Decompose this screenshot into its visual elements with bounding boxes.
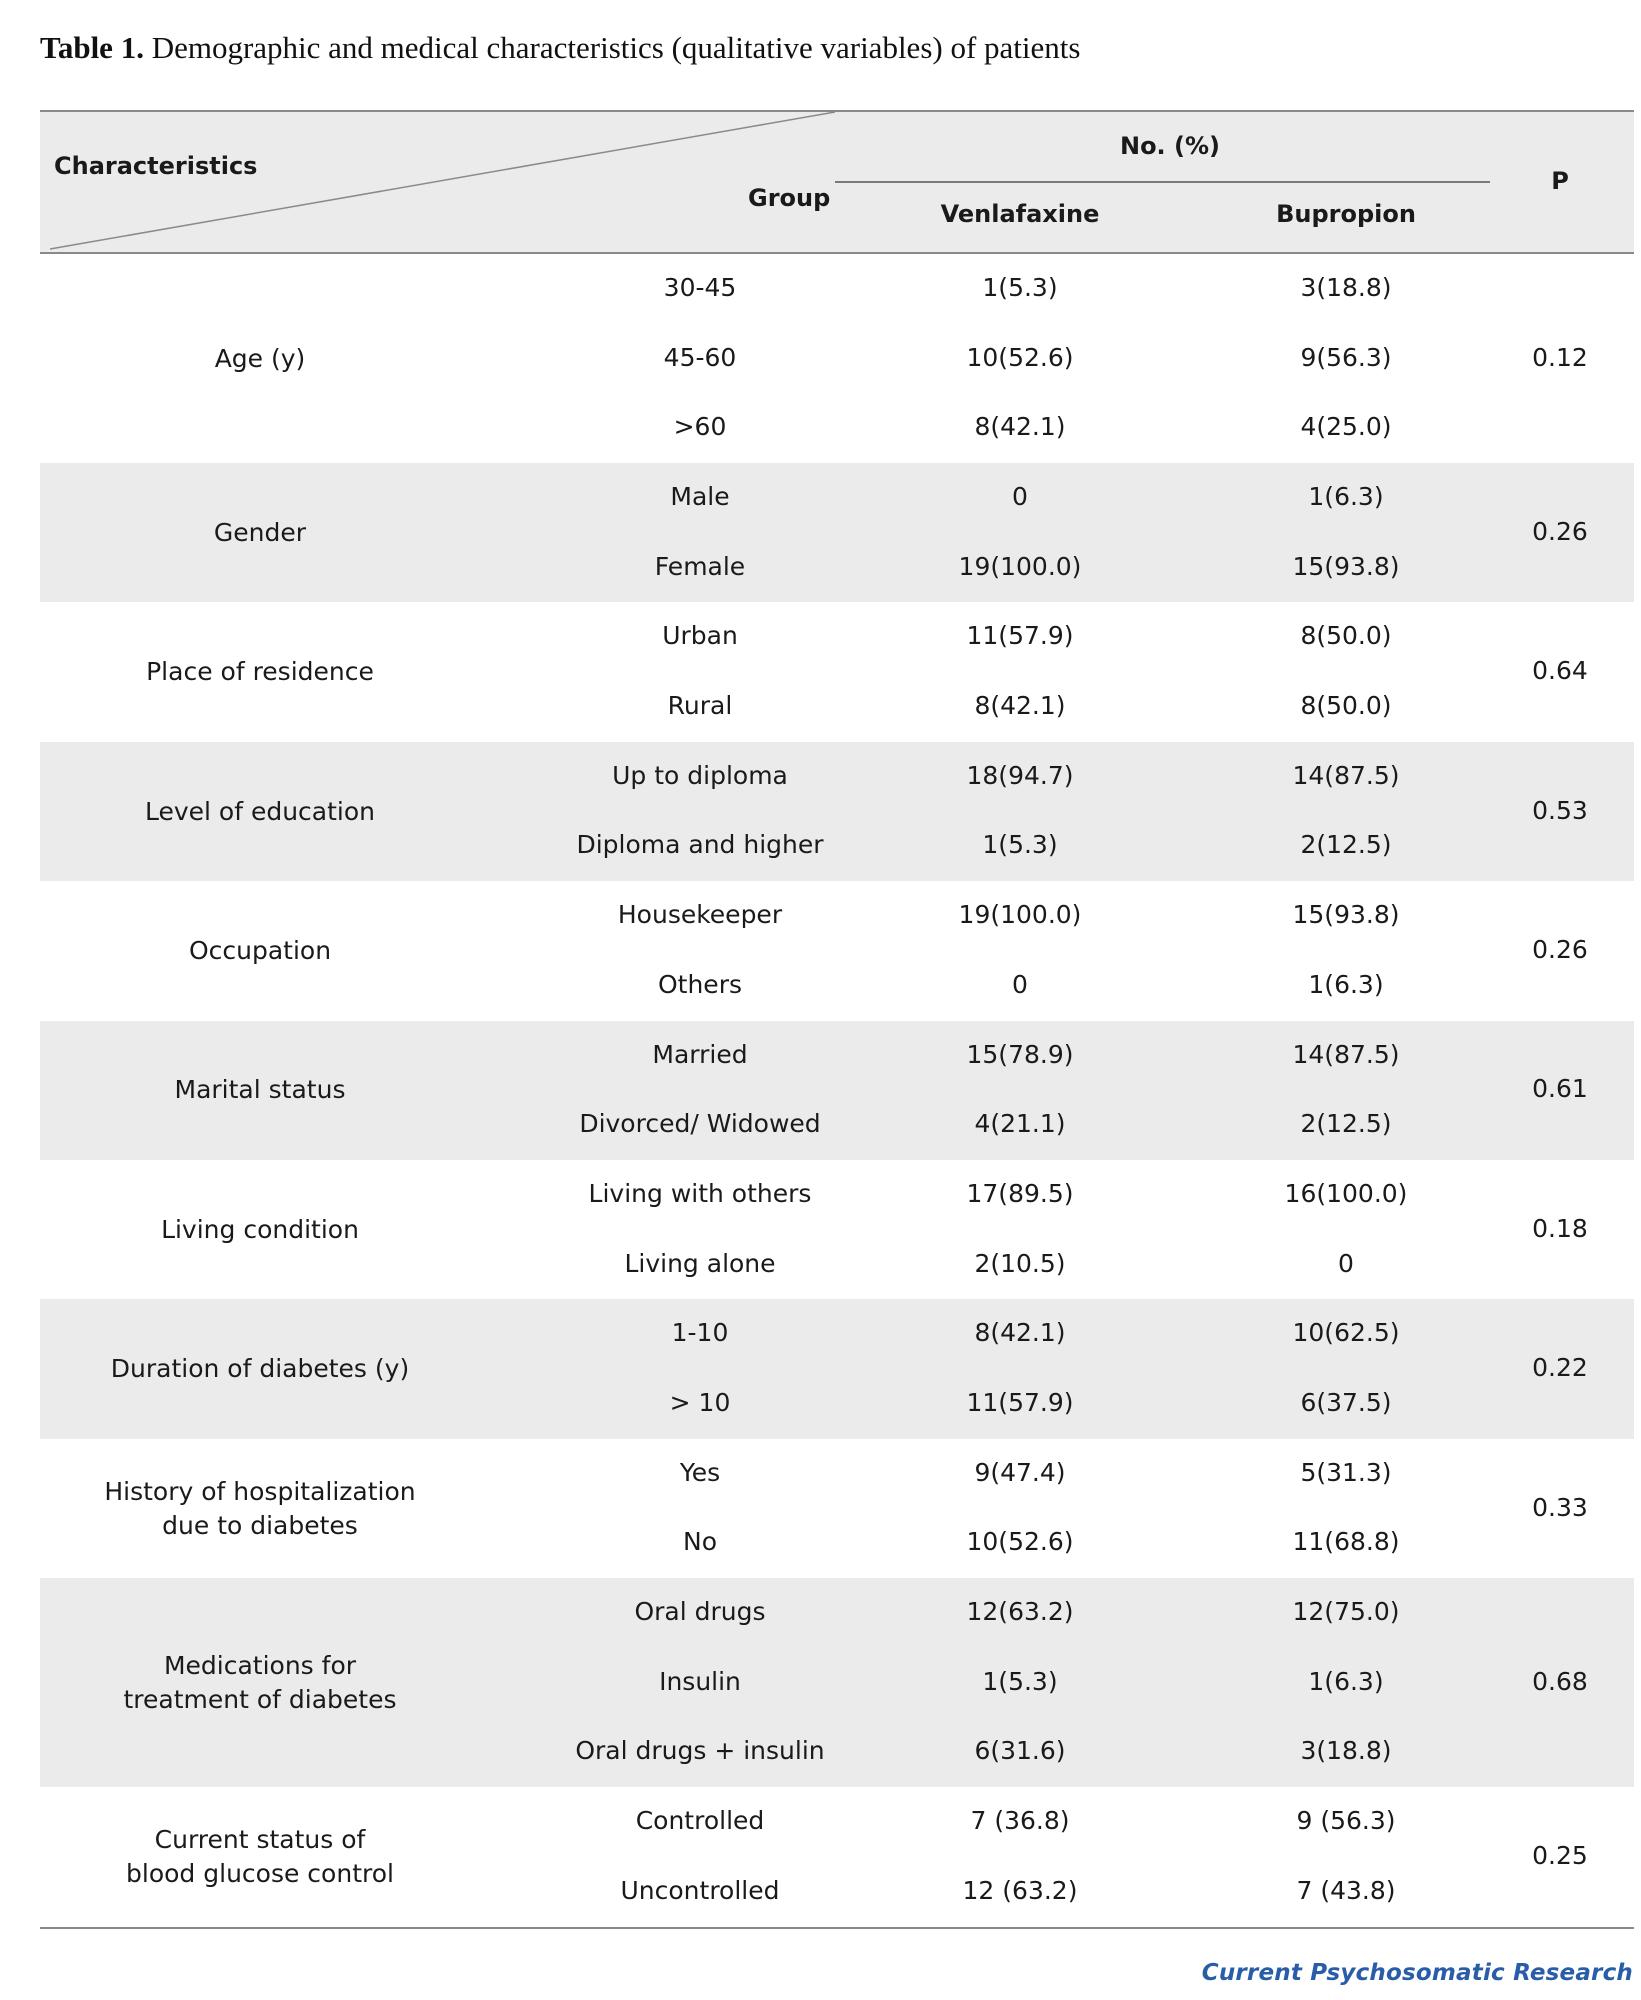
table-row-group bbox=[40, 1299, 1634, 1438]
bupropion-value: 12(75.0) bbox=[1292, 1597, 1400, 1627]
p-value: 0.53 bbox=[1532, 795, 1588, 825]
p-value: 0.26 bbox=[1532, 516, 1588, 546]
venlafaxine-value: 2(10.5) bbox=[974, 1248, 1066, 1278]
subgroup-label: Oral drugs + insulin bbox=[575, 1736, 825, 1766]
venlafaxine-value: 9(47.4) bbox=[974, 1457, 1066, 1487]
subgroup-label: Urban bbox=[662, 621, 738, 651]
venlafaxine-value: 8(42.1) bbox=[974, 691, 1066, 721]
characteristic-name: Marital status bbox=[174, 1075, 346, 1105]
venlafaxine-value: 0 bbox=[1012, 969, 1028, 999]
bupropion-value: 6(37.5) bbox=[1300, 1387, 1392, 1417]
venlafaxine-value: 1(5.3) bbox=[982, 272, 1058, 302]
p-value: 0.61 bbox=[1532, 1074, 1588, 1104]
characteristic-name: Age (y) bbox=[214, 343, 306, 373]
header-characteristics: Characteristics bbox=[54, 152, 258, 180]
characteristic-name: Medications for treatment of diabetes bbox=[123, 1650, 397, 1714]
table-row-group bbox=[40, 1439, 1634, 1578]
venlafaxine-value: 1(5.3) bbox=[982, 830, 1058, 860]
venlafaxine-value: 10(52.6) bbox=[966, 342, 1074, 372]
subgroup-label: Living with others bbox=[588, 1178, 812, 1208]
header-bupropion: Bupropion bbox=[1276, 200, 1416, 228]
table-label: Table 1. bbox=[40, 30, 144, 65]
characteristics-table bbox=[40, 110, 1634, 1927]
venlafaxine-value: 15(78.9) bbox=[966, 1039, 1074, 1069]
header-no-pct: No. (%) bbox=[1119, 132, 1221, 160]
table-row-group bbox=[40, 742, 1634, 881]
table-caption bbox=[40, 30, 1080, 66]
subgroup-label: Yes bbox=[679, 1457, 721, 1487]
venlafaxine-value: 19(100.0) bbox=[958, 551, 1082, 581]
subgroup-label: > 10 bbox=[669, 1387, 731, 1417]
subgroup-label: No bbox=[683, 1527, 717, 1557]
header-p: P bbox=[1551, 167, 1569, 195]
bupropion-value: 14(87.5) bbox=[1292, 760, 1400, 790]
bupropion-value: 10(62.5) bbox=[1292, 1318, 1400, 1348]
subgroup-label: Others bbox=[657, 969, 742, 999]
bupropion-value: 15(93.8) bbox=[1292, 900, 1400, 930]
table-row-group bbox=[40, 602, 1634, 741]
venlafaxine-value: 8(42.1) bbox=[974, 1318, 1066, 1348]
bupropion-value: 3(18.8) bbox=[1300, 272, 1392, 302]
subgroup-label: Housekeeper bbox=[617, 900, 783, 930]
journal-name: Current Psychosomatic Research bbox=[1201, 1960, 1633, 1986]
p-value: 0.64 bbox=[1532, 656, 1588, 686]
subgroup-label: >60 bbox=[673, 412, 727, 442]
table-row-group bbox=[40, 463, 1634, 602]
table-row-group bbox=[40, 1021, 1634, 1160]
bupropion-value: 1(6.3) bbox=[1308, 1666, 1384, 1696]
venlafaxine-value: 12 (63.2) bbox=[962, 1875, 1078, 1905]
table-bottom-rule bbox=[40, 1927, 1634, 1929]
characteristic-name: Occupation bbox=[188, 935, 332, 965]
bupropion-value: 1(6.3) bbox=[1308, 969, 1384, 999]
subgroup-label: Rural bbox=[667, 691, 733, 721]
p-value: 0.25 bbox=[1532, 1841, 1588, 1870]
table-row-group bbox=[40, 1787, 1634, 1926]
subgroup-label: Diploma and higher bbox=[576, 830, 824, 860]
characteristic-name: Level of education bbox=[144, 796, 376, 826]
subgroup-label: Living alone bbox=[624, 1248, 776, 1278]
p-value: 0.18 bbox=[1532, 1213, 1588, 1243]
subgroup-label: Oral drugs bbox=[634, 1597, 766, 1627]
header-venlafaxine: Venlafaxine bbox=[940, 200, 1100, 228]
table-row-group bbox=[40, 1160, 1634, 1299]
subgroup-label: 1-10 bbox=[671, 1318, 729, 1348]
header-group: Group bbox=[748, 184, 831, 212]
venlafaxine-value: 7 (36.8) bbox=[970, 1806, 1070, 1836]
subgroup-label: Controlled bbox=[635, 1806, 765, 1836]
table-row-group bbox=[40, 254, 1634, 463]
venlafaxine-value: 0 bbox=[1012, 481, 1028, 511]
subgroup-label: Divorced/ Widowed bbox=[579, 1109, 821, 1139]
bupropion-value: 15(93.8) bbox=[1292, 551, 1400, 581]
characteristic-name: Living condition bbox=[161, 1214, 359, 1244]
table-body bbox=[40, 254, 1634, 1927]
bupropion-value: 8(50.0) bbox=[1300, 621, 1392, 651]
venlafaxine-value: 11(57.9) bbox=[966, 1387, 1074, 1417]
characteristic-name: Gender bbox=[213, 517, 307, 547]
venlafaxine-value: 8(42.1) bbox=[974, 412, 1066, 442]
venlafaxine-value: 10(52.6) bbox=[966, 1527, 1074, 1557]
bupropion-value: 8(50.0) bbox=[1300, 691, 1392, 721]
venlafaxine-value: 1(5.3) bbox=[982, 1666, 1058, 1696]
venlafaxine-value: 4(21.1) bbox=[974, 1109, 1066, 1139]
venlafaxine-value: 18(94.7) bbox=[966, 760, 1074, 790]
characteristic-name: History of hospitalization due to diabetes bbox=[104, 1476, 416, 1540]
bupropion-value: 9(56.3) bbox=[1300, 342, 1392, 372]
p-value: 0.26 bbox=[1532, 934, 1588, 964]
header-diagonal-rule bbox=[40, 112, 1634, 252]
subgroup-label: Male bbox=[670, 481, 730, 511]
p-value: 0.68 bbox=[1532, 1666, 1588, 1696]
venlafaxine-value: 17(89.5) bbox=[966, 1178, 1074, 1208]
bupropion-value: 2(12.5) bbox=[1300, 1109, 1392, 1139]
bupropion-value: 1(6.3) bbox=[1308, 481, 1384, 511]
subgroup-label: 30-45 bbox=[663, 272, 737, 302]
bupropion-value: 16(100.0) bbox=[1284, 1178, 1408, 1208]
subgroup-label: 45-60 bbox=[663, 342, 737, 372]
bupropion-value: 4(25.0) bbox=[1300, 412, 1392, 442]
bupropion-value: 9 (56.3) bbox=[1296, 1806, 1396, 1836]
characteristic-name: Current status of blood glucose control bbox=[126, 1825, 394, 1888]
subgroup-label: Uncontrolled bbox=[620, 1875, 780, 1905]
p-value: 0.12 bbox=[1532, 342, 1588, 372]
p-value: 0.33 bbox=[1532, 1492, 1588, 1522]
bupropion-value: 11(68.8) bbox=[1292, 1527, 1400, 1557]
venlafaxine-value: 11(57.9) bbox=[966, 621, 1074, 651]
characteristic-name: Duration of diabetes (y) bbox=[110, 1354, 410, 1384]
characteristic-name: Place of residence bbox=[146, 657, 374, 687]
bupropion-value: 14(87.5) bbox=[1292, 1039, 1400, 1069]
venlafaxine-value: 6(31.6) bbox=[974, 1736, 1066, 1766]
table-caption-text: Demographic and medical characteristics (qualitative variables) of patients bbox=[143, 30, 1081, 65]
venlafaxine-value: 12(63.2) bbox=[966, 1597, 1074, 1627]
subgroup-label: Insulin bbox=[659, 1666, 741, 1696]
bupropion-value: 5(31.3) bbox=[1300, 1457, 1392, 1487]
bupropion-value: 7 (43.8) bbox=[1296, 1875, 1396, 1905]
subgroup-label: Married bbox=[652, 1039, 748, 1069]
bupropion-value: 3(18.8) bbox=[1300, 1736, 1392, 1766]
venlafaxine-value: 19(100.0) bbox=[958, 900, 1082, 930]
bupropion-value: 0 bbox=[1338, 1248, 1354, 1278]
subgroup-label: Female bbox=[654, 551, 746, 581]
bupropion-value: 2(12.5) bbox=[1300, 830, 1392, 860]
p-value: 0.22 bbox=[1532, 1353, 1588, 1383]
table-header bbox=[40, 110, 1634, 254]
subgroup-label: Up to diploma bbox=[612, 760, 788, 790]
table-row-group bbox=[40, 1578, 1634, 1787]
table-row-group bbox=[40, 881, 1634, 1020]
